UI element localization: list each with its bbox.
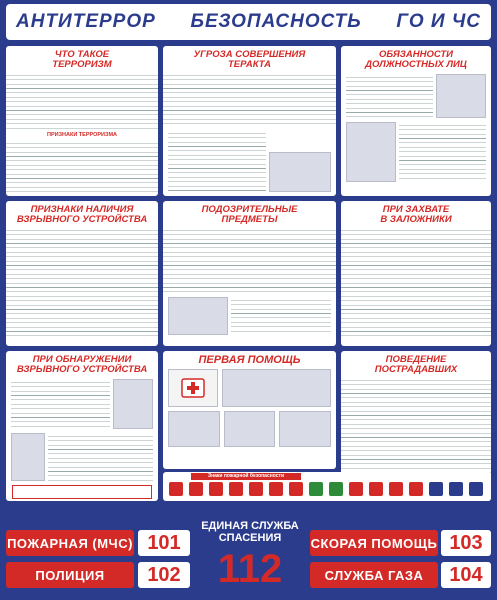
panel-body-text-2 <box>231 297 331 335</box>
fire-sign-icon-7 <box>289 482 303 496</box>
panel-body-text <box>346 74 433 118</box>
unified-rescue-number: 112 <box>217 547 283 591</box>
fire-sign-icon-1 <box>169 482 183 496</box>
fire-sign-icon-8 <box>309 482 323 496</box>
fire-service-label: ПОЖАРНАЯ (МЧС) <box>6 530 134 556</box>
red-note-box <box>12 485 152 499</box>
panel-on-detection <box>6 351 158 501</box>
bomb-illustration <box>113 379 153 429</box>
building-illustration <box>436 74 486 118</box>
medical-cross-icon <box>180 375 206 401</box>
panel-terror-threat <box>163 46 336 196</box>
first-aid-scene-3 <box>224 411 276 447</box>
ambulance-number: 103 <box>441 530 491 556</box>
people-illustration <box>346 122 396 182</box>
first-aid-scene-2 <box>168 411 220 447</box>
header-antiterror: АНТИТЕРРОР <box>16 11 156 32</box>
panel-title: ПРИ ОБНАРУЖЕНИИ ВЗРЫВНОГО УСТРОЙСТВА <box>16 354 148 375</box>
fire-sign-icon-5 <box>249 482 263 496</box>
police-label: ПОЛИЦИЯ <box>6 562 134 588</box>
panel-body-text <box>163 72 336 128</box>
header-go-chs: ГО И ЧС <box>396 11 481 32</box>
first-aid-kit-illustration <box>168 369 218 407</box>
panel-what-is-terrorism <box>6 46 158 196</box>
panel-official-duties <box>341 46 491 196</box>
panel-title: ПРИЗНАКИ НАЛИЧИЯ ВЗРЫВНОГО УСТРОЙСТВА <box>16 204 148 225</box>
panel-hostage <box>341 201 491 346</box>
panel-body-text <box>6 227 158 337</box>
fire-sign-icon-4 <box>229 482 243 496</box>
panel-body-text <box>163 227 336 295</box>
panel-suspicious-items <box>163 201 336 346</box>
panel-explosive-signs <box>6 201 158 346</box>
fire-service-number: 101 <box>138 530 190 556</box>
panel-body-text <box>6 72 158 130</box>
panel-body-text-2 <box>48 433 153 481</box>
fire-sign-icon-9 <box>329 482 343 496</box>
header-safety: БЕЗОПАСНОСТЬ <box>190 11 362 32</box>
panel-title: ПРИ ЗАХВАТЕ В ЗАЛОЖНИКИ <box>380 204 452 225</box>
fire-signs-title: Знаки пожарной безопасности <box>191 473 301 480</box>
panel-first-aid <box>163 351 336 469</box>
phone-man-illustration <box>11 433 45 481</box>
fire-sign-icon-2 <box>189 482 203 496</box>
panel-title: ПОВЕДЕНИЕ ПОСТРАДАВШИХ <box>374 354 458 375</box>
fire-sign-icon-3 <box>209 482 223 496</box>
panel-title: ПОДОЗРИТЕЛЬНЫЕ ПРЕДМЕТЫ <box>201 204 298 225</box>
fire-safety-signs-strip <box>163 472 491 501</box>
gas-service-number: 104 <box>441 562 491 588</box>
first-aid-title: ПЕРВАЯ ПОМОЩЬ <box>198 354 301 366</box>
fire-sign-icon-12 <box>389 482 403 496</box>
panel-body-text <box>341 227 491 339</box>
panel-body-text-2 <box>399 122 486 182</box>
panel-title: УГРОЗА СОВЕРШЕНИЯ ТЕРАКТА <box>193 49 306 70</box>
police-car-illustration <box>269 152 331 192</box>
first-aid-scene-1 <box>222 369 331 407</box>
fire-sign-icon-11 <box>369 482 383 496</box>
first-aid-scene-4 <box>279 411 331 447</box>
gas-service-label: СЛУЖБА ГАЗА <box>310 562 438 588</box>
panel-body-text <box>11 379 110 429</box>
terror-signs-subtitle: ПРИЗНАКИ ТЕРРОРИЗМА <box>47 132 117 138</box>
fire-sign-icon-13 <box>409 482 423 496</box>
police-number: 102 <box>138 562 190 588</box>
suspicious-items-photo <box>168 297 228 335</box>
panel-title: ОБЯЗАННОСТИ ДОЛЖНОСТНЫХ ЛИЦ <box>365 49 467 70</box>
fire-sign-icon-14 <box>429 482 443 496</box>
fire-sign-icon-10 <box>349 482 363 496</box>
fire-sign-icon-6 <box>269 482 283 496</box>
panel-body-text-2 <box>6 140 158 192</box>
fire-sign-icon-16 <box>469 482 483 496</box>
unified-rescue-title: ЕДИНАЯ СЛУЖБА СПАСЕНИЯ <box>201 520 299 544</box>
panel-body-text-2 <box>168 130 266 192</box>
panel-title: ЧТО ТАКОЕ ТЕРРОРИЗМ <box>52 49 112 70</box>
ambulance-label: СКОРАЯ ПОМОЩЬ <box>310 530 438 556</box>
poster-header <box>6 4 491 40</box>
fire-sign-icon-15 <box>449 482 463 496</box>
